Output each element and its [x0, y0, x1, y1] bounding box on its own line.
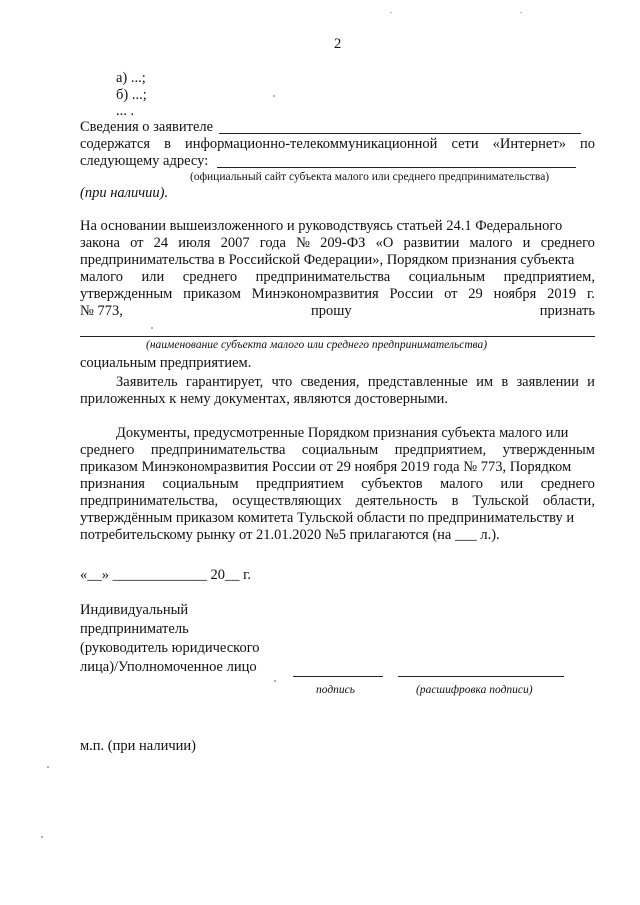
scan-speck [274, 680, 276, 682]
word: закона [80, 235, 120, 251]
scan-speck [390, 12, 392, 13]
signer-line-1: Индивидуальный [80, 602, 189, 618]
word: малого [80, 269, 123, 285]
word: что [271, 374, 293, 390]
list-item-ellipsis: ... . [116, 103, 135, 119]
word: 209-ФЗ [320, 235, 366, 251]
applicant-address-label: следующему адресу: [80, 153, 209, 169]
word: среднего [540, 235, 595, 251]
word: социальным [301, 442, 379, 458]
word: утвержденным [80, 286, 173, 302]
documents-line-7: потребительскому рынку от 21.01.2020 №5 прилагаются (на ___ л.). [80, 527, 500, 543]
word: «Интернет» [492, 136, 566, 152]
word: от [130, 235, 144, 251]
word: им [476, 374, 494, 390]
word: № 773, [80, 303, 123, 319]
list-item-a: а) ...; [116, 70, 146, 86]
word: и [587, 374, 595, 390]
word: малого [469, 235, 513, 251]
date-line: «__» _____________ 20__ г. [80, 567, 252, 583]
applicant-label: Сведения о заявителе [80, 119, 214, 135]
word: предпринимательства [150, 442, 286, 458]
site-caption: (официальный сайт субъекта малого или среднего предпринимательства) [190, 171, 550, 183]
transcript-caption: (расшифровка подписи) [416, 684, 533, 696]
word: деятельность [355, 493, 438, 509]
guarantee-line-2: приложенных к нему документах, являются достоверными. [80, 391, 449, 407]
basis-line-7: социальным предприятием. [80, 355, 252, 371]
word: осуществляющих [232, 493, 342, 509]
word: среднего [182, 269, 238, 285]
word: развитии [403, 235, 460, 251]
entity-name-caption: (наименование субъекта малого или среднего предпринимательства) [146, 339, 488, 351]
word: субъектов [361, 476, 423, 492]
signer-line-3: (руководитель юридического [80, 640, 260, 656]
word: России [389, 286, 434, 302]
word: утвержденным [502, 442, 595, 458]
word: ноября [493, 286, 537, 302]
signer-line-4: лица)/Уполномоченное лицо [80, 659, 257, 675]
word: информационно-телекоммуникационной [184, 136, 438, 152]
basis-line-6 [80, 301, 595, 321]
word: Заявитель [116, 374, 178, 390]
word: от [444, 286, 458, 302]
word: и [522, 235, 531, 251]
documents-line-6: утверждённым приказом комитета Тульской области по предпринимательству и [80, 510, 575, 526]
word: содержатся [80, 136, 151, 152]
word: гарантирует, [185, 374, 264, 390]
word: 24 [153, 235, 169, 251]
word: предпринимательства, [80, 493, 219, 509]
word: заявлении [516, 374, 579, 390]
scan-speck [47, 766, 49, 768]
page-number: 2 [334, 36, 342, 52]
signer-line-2: предприниматель [80, 621, 189, 637]
address-line [217, 167, 576, 168]
word: 2007 [220, 235, 250, 251]
word: предприятием, [394, 442, 487, 458]
word: 29 [468, 286, 483, 302]
stamp-note: м.п. (при наличии) [80, 738, 196, 754]
word: малого [440, 476, 483, 492]
word: признать [539, 303, 595, 319]
word: 2019 [547, 286, 577, 302]
scan-speck [520, 12, 522, 13]
word: области, [542, 493, 595, 509]
word: по [579, 136, 595, 152]
word: Тульской [472, 493, 529, 509]
scan-speck [273, 95, 275, 97]
transcript-line [398, 676, 564, 677]
word: признания [80, 476, 145, 492]
word: июля [178, 235, 211, 251]
word: сведения, [300, 374, 360, 390]
basis-line-1: На основании вышеизложенного и руководствуясь статьей 24.1 Федерального [80, 218, 563, 234]
word: № [296, 235, 310, 251]
word: в [501, 374, 509, 390]
word: предпринимательства [255, 269, 391, 285]
word: или [500, 476, 524, 492]
scan-speck [41, 836, 43, 838]
word: в [164, 136, 171, 152]
word: г. [586, 286, 595, 302]
word: социальным [408, 269, 486, 285]
signature-caption: подпись [316, 684, 356, 696]
word: социальным [162, 476, 239, 492]
word: приказом [183, 286, 241, 302]
word: среднего [540, 476, 595, 492]
word: года [259, 235, 286, 251]
if-any-note: (при наличии). [80, 185, 169, 201]
word: предприятием, [503, 269, 595, 285]
signature-line [293, 676, 383, 677]
documents-line-1: Документы, предусмотренные Порядком признания субъекта малого или [116, 425, 569, 441]
word: или [141, 269, 165, 285]
word: в [451, 493, 459, 509]
scan-speck [151, 327, 153, 329]
basis-line-3: предпринимательства в Российской Федерации», Порядком признания субъекта [80, 252, 575, 268]
list-item-b: б) ...; [116, 87, 147, 103]
word: Минэкономразвития [251, 286, 379, 302]
word: «О [375, 235, 394, 251]
word: сети [451, 136, 479, 152]
word: предприятием [256, 476, 344, 492]
word: среднего [80, 442, 135, 458]
word: представленные [367, 374, 468, 390]
documents-line-3: приказом Минэкономразвития России от 29 ноября 2019 года № 773, Порядком [80, 459, 572, 475]
entity-name-line [80, 336, 595, 337]
word: прошу [310, 303, 352, 319]
